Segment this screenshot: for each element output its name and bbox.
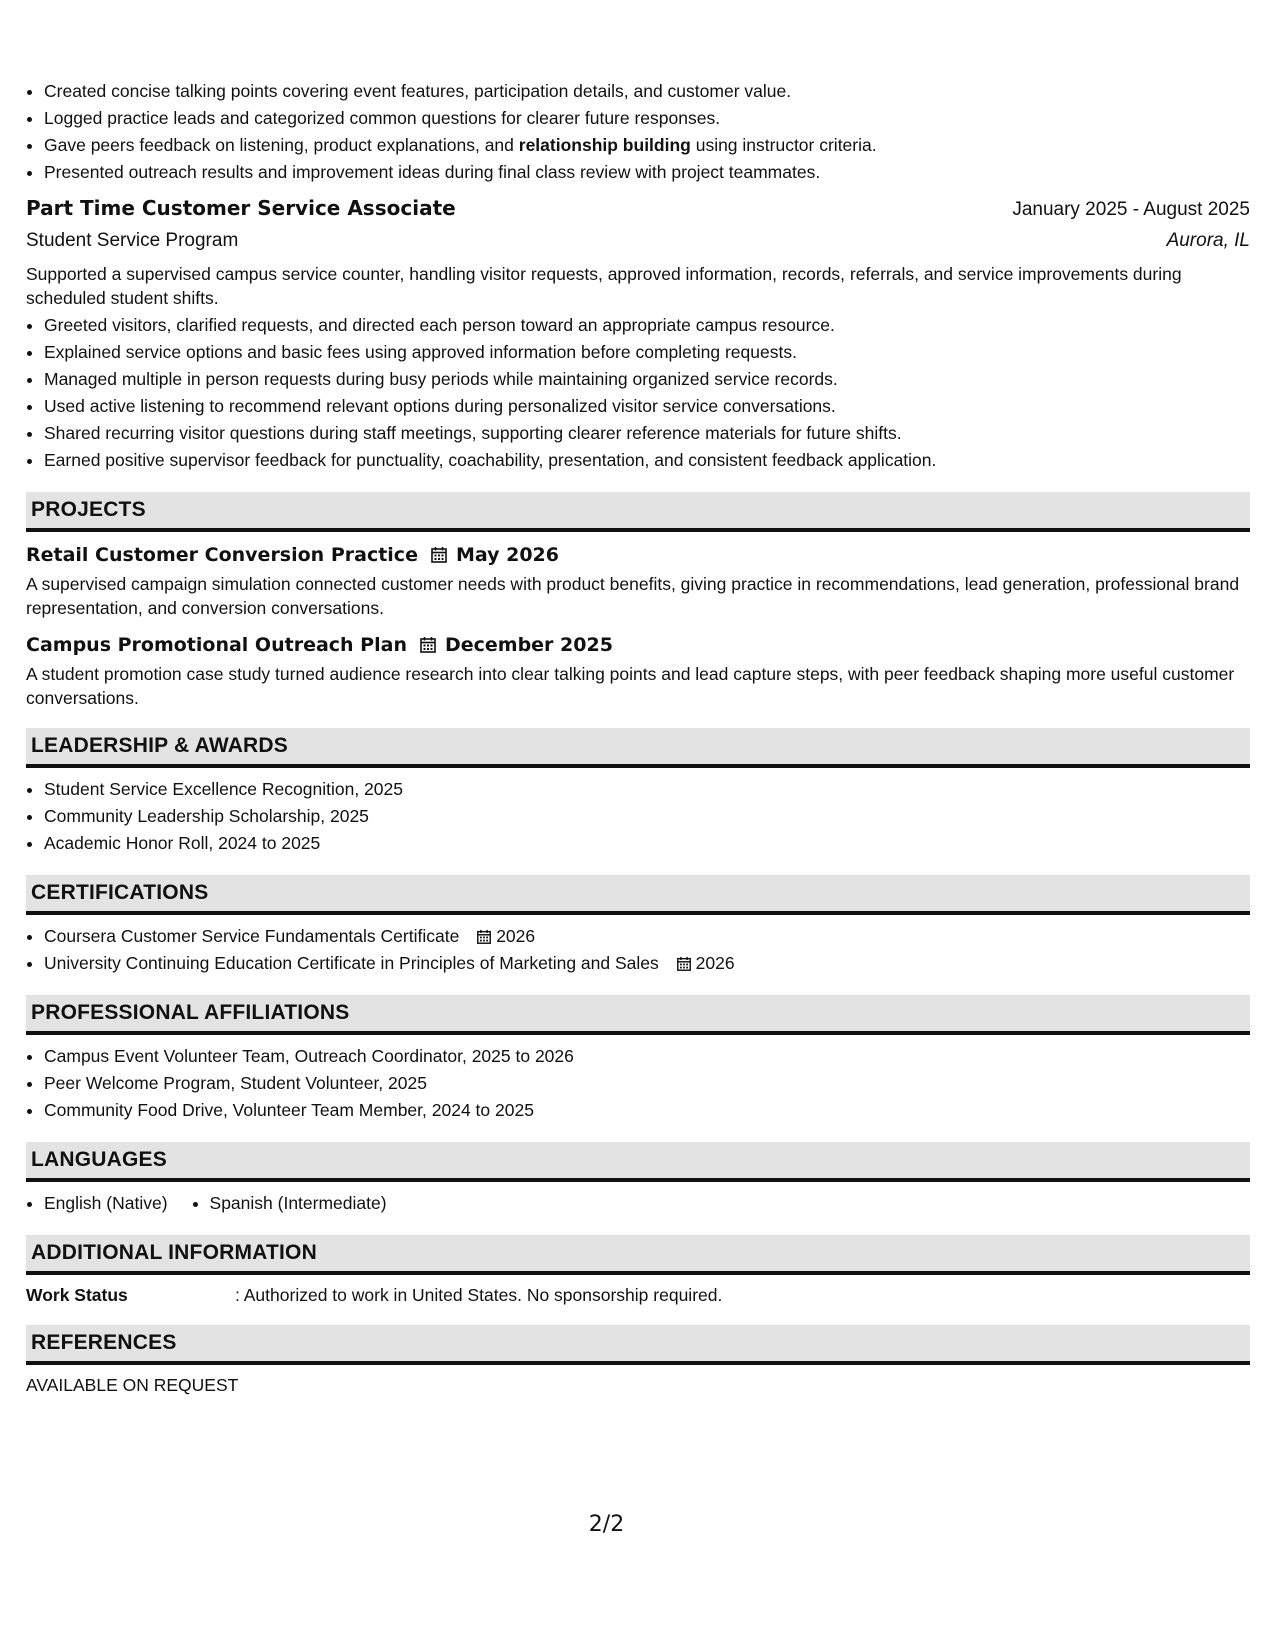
- list-item: • Peer Welcome Program, Student Volunteer, 2025: [44, 1070, 1250, 1097]
- section-title: LANGUAGES: [31, 1148, 167, 1171]
- calendar-icon: [676, 956, 692, 972]
- calendar-icon: [430, 546, 448, 564]
- project-header: [26, 540, 1250, 570]
- section-title: PROJECTS: [31, 498, 146, 521]
- job-organization: Student Service Program: [26, 230, 239, 251]
- list-item: • Earned positive supervisor feedback for punctuality, coachability, presentation, and consistent feedback application.: [44, 447, 1250, 474]
- section-header-certifications: [26, 875, 1250, 915]
- affiliations-list: [26, 1043, 1250, 1124]
- job-subheader: [26, 226, 1250, 256]
- job-location: Aurora, IL: [1166, 230, 1250, 251]
- certification-name: Coursera Customer Service Fundamentals Certificate: [44, 926, 460, 946]
- list-item: • Presented outreach results and improvement ideas during final class review with project teammates.: [44, 159, 1250, 186]
- previous-job-bullets: [26, 78, 1250, 186]
- job-summary: Supported a supervised campus service counter, handling visitor requests, approved information, records, referrals, and service improvements during scheduled student shifts.: [26, 264, 1182, 308]
- list-item: • Student Service Excellence Recognition, 2025: [44, 776, 1250, 803]
- project-title: Campus Promotional Outreach Plan: [26, 634, 407, 656]
- project-title: Retail Customer Conversion Practice: [26, 544, 418, 566]
- certification-year: 2026: [695, 953, 735, 973]
- section-title: CERTIFICATIONS: [31, 881, 209, 904]
- section-title: LEADERSHIP & AWARDS: [31, 734, 288, 757]
- calendar-icon: [419, 636, 437, 654]
- project-header: [26, 630, 1250, 660]
- references-text: AVAILABLE ON REQUEST: [26, 1375, 239, 1395]
- list-item: • Community Leadership Scholarship, 2025: [44, 803, 1250, 830]
- work-status-value: : Authorized to work in United States. No sponsorship required.: [235, 1285, 723, 1305]
- resume-page: [26, 78, 1250, 1397]
- section-header-languages: [26, 1142, 1250, 1182]
- list-item: • Created concise talking points covering event features, participation details, and customer value.: [44, 78, 1250, 105]
- job-header: [26, 192, 1250, 226]
- leadership-list: [26, 776, 1250, 857]
- section-header-projects: [26, 492, 1250, 532]
- list-item: • Campus Event Volunteer Team, Outreach Coordinator, 2025 to 2026: [44, 1043, 1250, 1070]
- list-item: • Shared recurring visitor questions during staff meetings, supporting clearer reference materials for future shifts.: [44, 420, 1250, 447]
- certifications-list: [26, 923, 1250, 977]
- page-number: 2/2: [588, 1512, 625, 1537]
- job-bullets: [26, 312, 1250, 474]
- list-item: [44, 923, 1250, 950]
- list-item: • Used active listening to recommend relevant options during personalized visitor service conversations.: [44, 393, 1250, 420]
- section-title: PROFESSIONAL AFFILIATIONS: [31, 1001, 350, 1024]
- project-description: A student promotion case study turned audience research into clear talking points and lead capture steps, with peer feedback shaping more useful customer conversations.: [26, 664, 1235, 708]
- project-date: May 2026: [455, 544, 559, 566]
- list-item: • Logged practice leads and categorized common questions for clearer future responses.: [44, 105, 1250, 132]
- job-title: Part Time Customer Service Associate: [26, 196, 456, 220]
- language-item: • English (Native): [44, 1190, 168, 1217]
- list-item: • Gave peers feedback on listening, product explanations, and relationship building using instructor criteria.: [44, 132, 1250, 159]
- languages-list: [26, 1190, 1250, 1217]
- list-item: • Community Food Drive, Volunteer Team Member, 2024 to 2025: [44, 1097, 1250, 1124]
- bold-keyword: relationship building: [518, 135, 691, 155]
- list-item: • Greeted visitors, clarified requests, and directed each person toward an appropriate campus resource.: [44, 312, 1250, 339]
- list-item: • Managed multiple in person requests during busy periods while maintaining organized service records.: [44, 366, 1250, 393]
- section-header-additional-info: [26, 1235, 1250, 1275]
- language-item: • Spanish (Intermediate): [210, 1190, 387, 1217]
- section-title: REFERENCES: [31, 1331, 177, 1354]
- certification-year: 2026: [496, 926, 536, 946]
- project-date: December 2025: [444, 634, 613, 656]
- section-header-affiliations: [26, 995, 1250, 1035]
- section-header-references: [26, 1325, 1250, 1365]
- job-dates: January 2025 - August 2025: [1012, 199, 1250, 220]
- certification-name: University Continuing Education Certificate in Principles of Marketing and Sales: [44, 953, 659, 973]
- work-status-label: Work Status: [26, 1285, 128, 1305]
- list-item: • Explained service options and basic fees using approved information before completing requests.: [44, 339, 1250, 366]
- calendar-icon: [476, 929, 492, 945]
- section-header-leadership: [26, 728, 1250, 768]
- work-status-row: [26, 1283, 1250, 1307]
- list-item: • Academic Honor Roll, 2024 to 2025: [44, 830, 1250, 857]
- section-title: ADDITIONAL INFORMATION: [31, 1241, 317, 1264]
- list-item: [44, 950, 1250, 977]
- project-description: A supervised campaign simulation connected customer needs with product benefits, giving practice in recommendations, lead generation, professional brand representation, and conversion conversations.: [26, 574, 1240, 618]
